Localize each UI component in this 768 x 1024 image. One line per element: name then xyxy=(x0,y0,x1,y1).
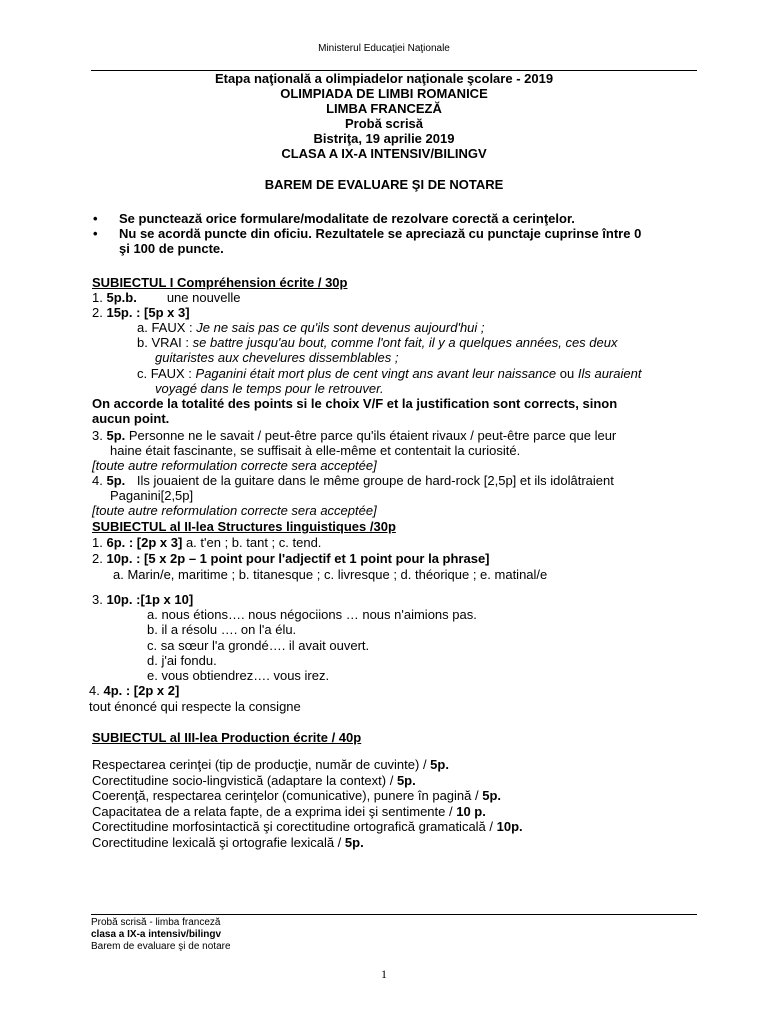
s3-criterion: Coerenţă, respectarea cerinţelor (comunicative), punere în pagină / 5p. xyxy=(92,788,502,803)
bullet-icon: • xyxy=(93,211,98,226)
s3-criterion: Respectarea cerinţei (tip de producţie, număr de cuvinte) / 5p. xyxy=(92,757,449,772)
s3-criterion: Corectitudine morfosintactică şi corectitudine ortografică gramaticală / 10p. xyxy=(92,819,523,834)
rule-2-cont: şi 100 de puncte. xyxy=(119,241,224,256)
s2-q2: 2. 10p. : [5 x 2p – 1 point pour l'adjectif et 1 point pour la phrase] xyxy=(92,551,490,566)
s2-q4-answer: tout énoncé qui respecte la consigne xyxy=(89,699,301,714)
footer-rule xyxy=(91,914,697,915)
s1-q4-cont: Paganini[2,5p] xyxy=(110,488,194,503)
title-line-3: LIMBA FRANCEZĂ xyxy=(326,101,442,116)
title-line-5: Bistriţa, 19 aprilie 2019 xyxy=(313,131,455,146)
footer-line-1: Probă scrisă - limba franceză xyxy=(91,917,221,928)
s1-q3: 3. 5p. Personne ne le savait / peut-être parce qu'ils étaient rivaux / peut-être parce que leur xyxy=(92,428,617,443)
s2-q4: 4. 4p. : [2p x 2] xyxy=(89,683,180,698)
s2-heading: SUBIECTUL al II-lea Structures linguistiques /30p xyxy=(92,519,396,534)
rule-1: Se punctează orice formulare/modalitate de rezolvare corectă a cerinţelor. xyxy=(119,211,575,226)
s1-note-2: [toute autre reformulation correcte sera acceptée] xyxy=(92,503,377,518)
s2-q3-item-a: a. nous étions…. nous négociions … nous n'aimions pas. xyxy=(147,607,477,622)
s1-q3-cont: haine était fascinante, se suffisait à elle-même et contentait la curiosité. xyxy=(110,443,521,458)
bullet-icon: • xyxy=(93,226,98,241)
s2-q1: 1. 6p. : [2p x 3] a. t'en ; b. tant ; c. tend. xyxy=(92,535,322,550)
s3-heading: SUBIECTUL al III-lea Production écrite / 40p xyxy=(92,730,362,745)
footer-line-3: Barem de evaluare şi de notare xyxy=(91,941,231,952)
s1-q4: 4. 5p. Ils jouaient de la guitare dans le même groupe de hard-rock [2,5p] et ils idolâtraient xyxy=(92,473,614,488)
title-line-4: Probă scrisă xyxy=(344,116,424,131)
s1-q2b: b. VRAI : se battre jusqu'au bout, comme l'ont fait, il y a quelques années, ces deux xyxy=(137,335,618,350)
s2-q3-item-c: c. sa sœur l'a grondé…. il avait ouvert. xyxy=(147,638,370,653)
s1-note-1: [toute autre reformulation correcte sera acceptée] xyxy=(92,458,377,473)
s1-q2c-cont: voyagé dans le temps pour le retrouver. xyxy=(155,381,384,396)
barem-title: BAREM DE EVALUARE ŞI DE NOTARE xyxy=(264,177,504,192)
page-number: 1 xyxy=(381,967,387,981)
s2-q3: 3. 10p. :[1p x 10] xyxy=(92,592,194,607)
s1-q2a: a. FAUX : Je ne sais pas ce qu'ils sont devenus aujourd'hui ; xyxy=(137,320,485,335)
s2-q3-item-e: e. vous obtiendrez…. vous irez. xyxy=(147,668,330,683)
title-line-6: CLASA A IX-A INTENSIV/BILINGV xyxy=(281,146,487,161)
s1-accord-2: aucun point. xyxy=(92,411,170,426)
ministry-header: Ministerul Educaţiei Naţionale xyxy=(318,43,450,54)
title-line-2: OLIMPIADA DE LIMBI ROMANICE xyxy=(280,86,488,101)
s2-q2-answer: a. Marin/e, maritime ; b. titanesque ; c. livresque ; d. théorique ; e. matinal/e xyxy=(113,567,548,582)
s3-criterion: Capacitatea de a relata fapte, de a exprima idei şi sentimente / 10 p. xyxy=(92,804,486,819)
rule-2: Nu se acordă puncte din oficiu. Rezultatele se apreciază cu punctaje cuprinse între 0 xyxy=(119,226,642,241)
s3-criterion: Corectitudine socio-lingvistică (adaptare la context) / 5p. xyxy=(92,773,416,788)
s1-heading: SUBIECTUL I Compréhension écrite / 30p xyxy=(92,275,348,290)
s1-q2: 2. 15p. : [5p x 3] xyxy=(92,305,190,320)
footer-line-2: clasa a IX-a intensiv/bilingv xyxy=(91,929,222,940)
s2-q3-item-b: b. il a résolu …. on l'a élu. xyxy=(147,622,297,637)
s3-criterion: Corectitudine lexicală şi ortografie lexicală / 5p. xyxy=(92,835,364,850)
s1-accord-1: On accorde la totalité des points si le choix V/F et la justification sont corrects, sinon xyxy=(92,396,618,411)
s1-q2c: c. FAUX : Paganini était mort plus de cent vingt ans avant leur naissance ou Ils auraient xyxy=(137,366,642,381)
s1-q2b-cont: guitaristes aux chevelures dissemblables ; xyxy=(155,350,399,365)
title-line-1: Etapa naţională a olimpiadelor naţionale şcolare - 2019 xyxy=(214,71,554,86)
s1-q1: 1. 5p.b. une nouvelle xyxy=(92,290,241,305)
s2-q3-item-d: d. j'ai fondu. xyxy=(147,653,217,668)
